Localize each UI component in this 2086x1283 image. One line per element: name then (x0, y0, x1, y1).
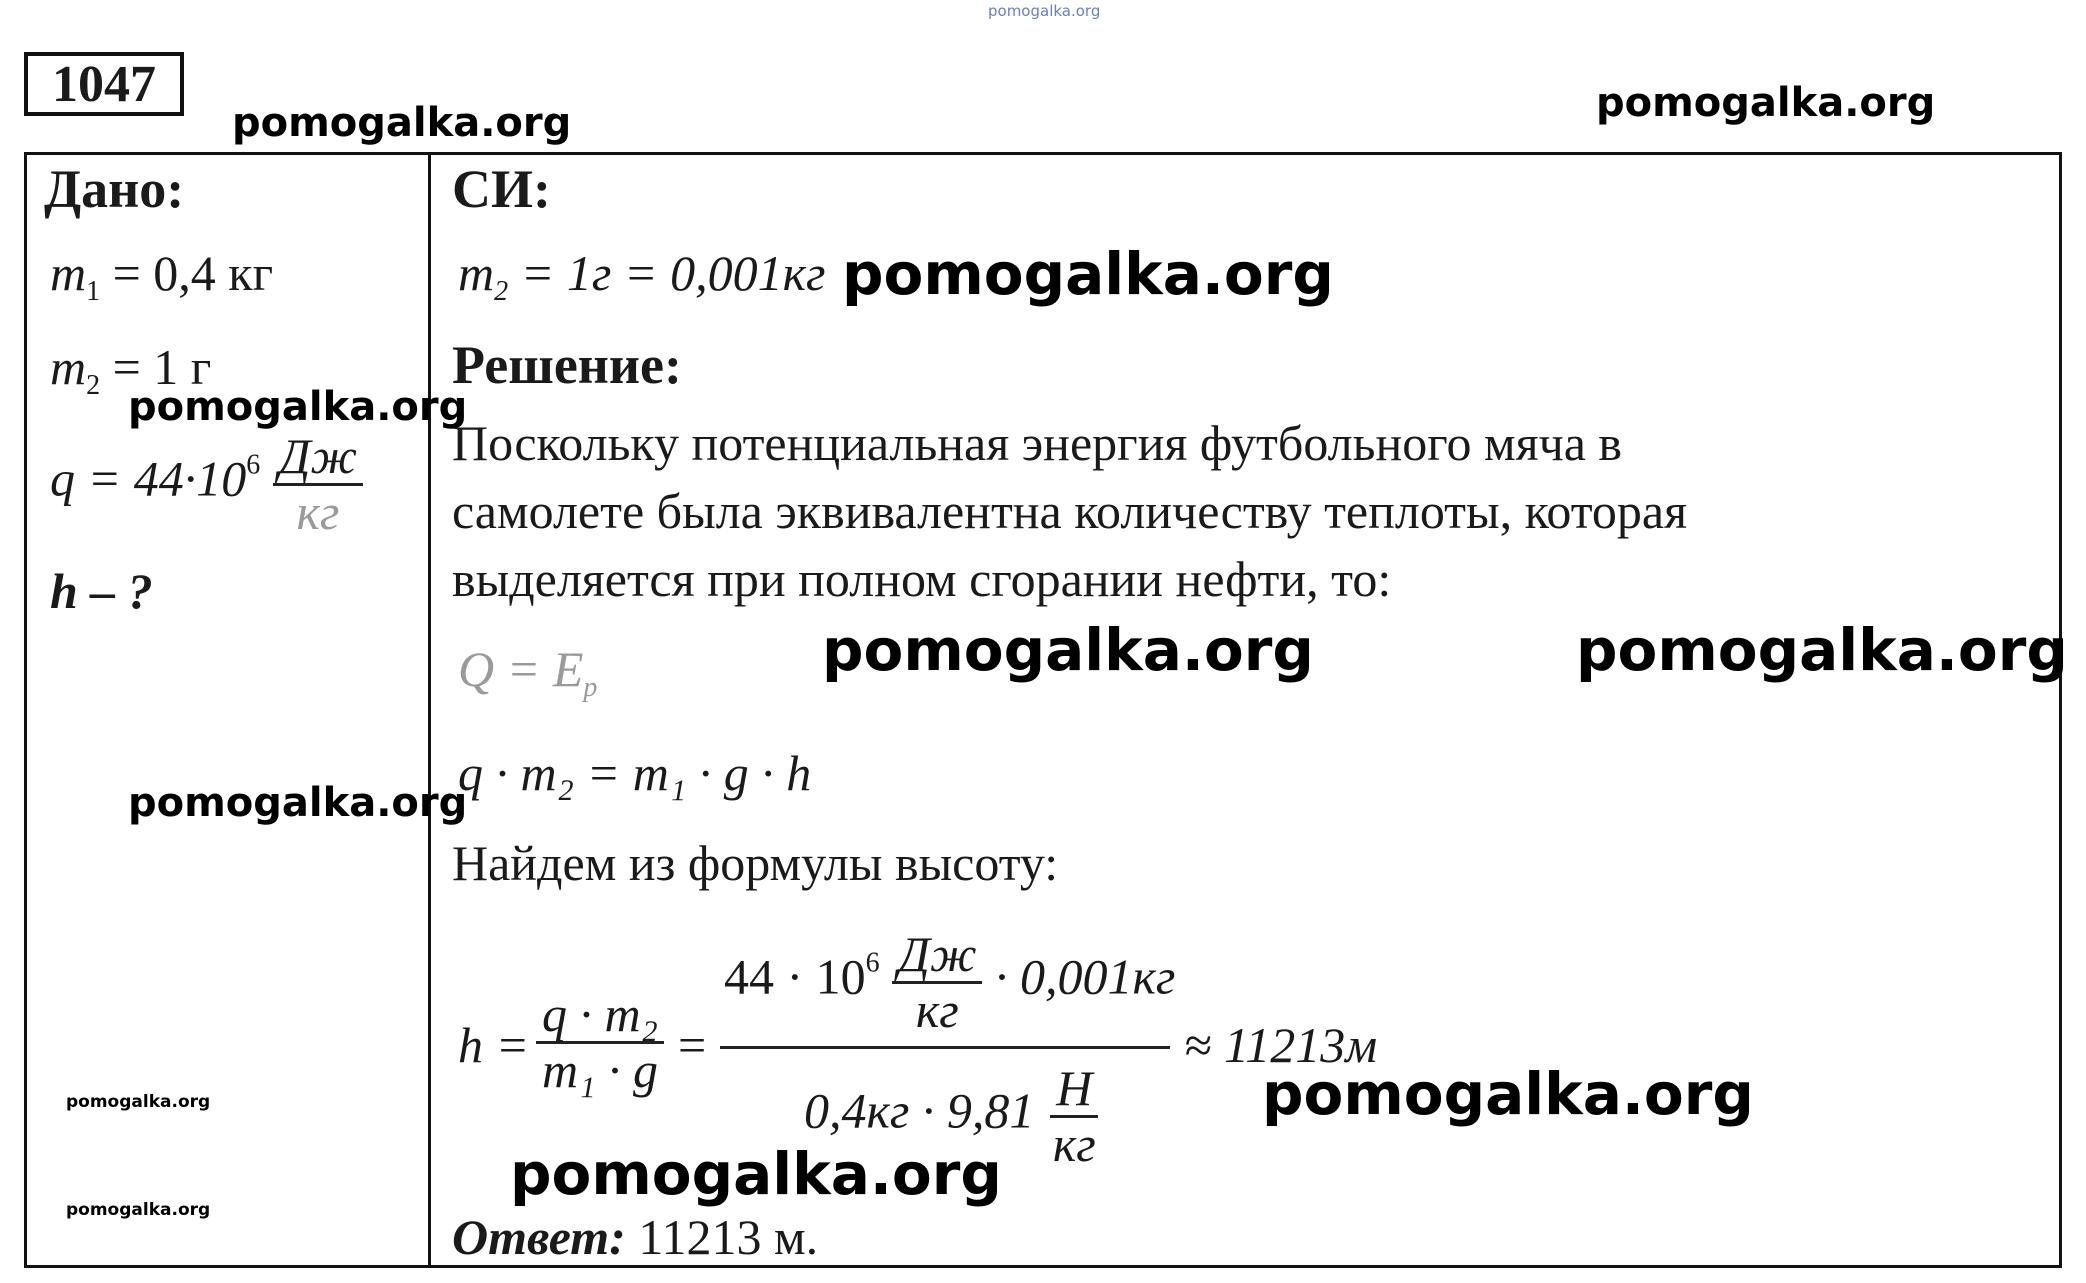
given-m1-sub: 1 (86, 276, 101, 307)
formula-den-unit-den: кг (1052, 1115, 1096, 1172)
watermark-formula-bottom: pomogalka.org (510, 1140, 1002, 1208)
column-divider (428, 152, 431, 1268)
equation-energy-balance: q · m₂ = m₁ · g · h (458, 745, 812, 801)
formula-big-numerator (724, 928, 1175, 1036)
given-unknown: h – ? (50, 563, 153, 619)
formula-result-text: ≈ 11213м (1184, 1017, 1378, 1073)
solution-title: Решение: (452, 335, 682, 395)
watermark-header-right: pomogalka.org (1596, 80, 1936, 126)
formula-num-b: · 0,001кг (994, 948, 1176, 1005)
given-q-unit-num: Дж (273, 430, 363, 486)
given-m1 (50, 244, 273, 308)
given-q-lhs: q = 44·10 (50, 450, 247, 507)
formula-fraction-1-den: m₁ · g (542, 1041, 658, 1098)
given-m2-sub: 2 (86, 370, 101, 401)
watermark-given-1: pomogalka.org (128, 384, 468, 430)
si-m2 (458, 244, 826, 308)
formula-den-unit-num: Н (1050, 1062, 1098, 1118)
watermark-given-2: pomogalka.org (128, 780, 468, 826)
formula-h: h = (458, 1017, 530, 1073)
watermark-mid-2: pomogalka.org (1576, 616, 2068, 684)
top-watermark: pomogalka.org (988, 2, 1101, 20)
watermark-small-2: pomogalka.org (66, 1200, 211, 1220)
watermark-small-1: pomogalka.org (66, 1092, 211, 1112)
formula-num-a: 44 · 10 (724, 948, 866, 1005)
formula-num-unit-num: Дж (892, 928, 982, 984)
solution-line-2: самолете была эквивалентна количеству теплоты, которая (452, 483, 1688, 539)
equation-q-ep-sub: p (583, 672, 598, 703)
given-m1-value: = 0,4 кг (112, 245, 274, 301)
equation-q-ep-lhs: Q = E (458, 641, 584, 697)
given-title: Дано: (44, 159, 185, 219)
given-q-exp: 6 (246, 449, 261, 481)
watermark-si: pomogalka.org (842, 240, 1334, 308)
formula-den-a: 0,4кг · 9,81 (804, 1082, 1035, 1139)
si-title: СИ: (452, 159, 551, 219)
given-q-unit (273, 430, 363, 538)
watermark-mid-1: pomogalka.org (822, 616, 1314, 684)
solution-line-1: Поскольку потенциальная энергия футбольного мяча в (452, 415, 1623, 471)
watermark-header-left: pomogalka.org (232, 100, 572, 146)
formula-num-unit (892, 928, 982, 1036)
problem-number: 1047 (24, 52, 184, 116)
si-m2-sub: 2 (494, 276, 509, 307)
answer-label: Ответ: (452, 1209, 626, 1265)
given-m1-symbol: m (50, 245, 87, 301)
formula-equals: = (678, 1017, 707, 1073)
find-height-text: Найдем из формулы высоту: (452, 835, 1059, 891)
formula-fraction-1-num: q · m₂ (536, 988, 664, 1044)
given-q-unit-den: кг (296, 483, 340, 540)
answer-value: 11213 м. (638, 1209, 819, 1265)
formula-den-unit (1047, 1062, 1102, 1170)
formula-fraction-1 (536, 988, 664, 1096)
given-m2-symbol: m (50, 339, 87, 395)
formula-fraction-bar (720, 1046, 1170, 1049)
solution-line-3: выделяется при полном сгорании нефти, то: (452, 551, 1392, 607)
equation-q-ep (458, 640, 597, 704)
formula-num-unit-den: кг (915, 981, 959, 1038)
si-m2-symbol: m (458, 245, 495, 301)
answer (452, 1208, 818, 1266)
si-m2-value: = 1г = 0,001кг (520, 245, 826, 301)
watermark-formula-right: pomogalka.org (1262, 1060, 1754, 1128)
given-q (50, 430, 363, 538)
formula-num-exp: 6 (865, 947, 880, 979)
given-m2-value: = 1 г (112, 339, 212, 395)
